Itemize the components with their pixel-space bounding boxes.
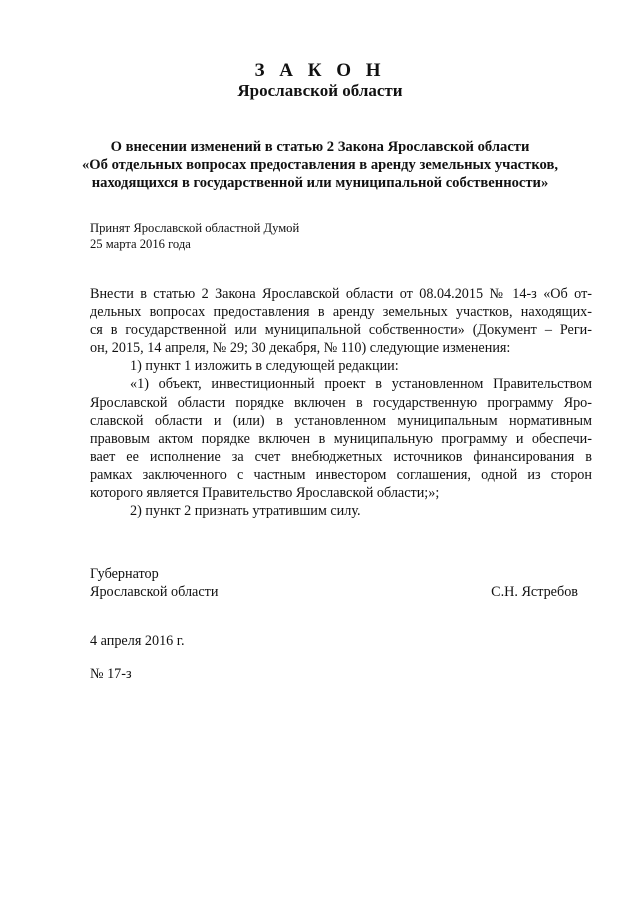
law-body <box>90 285 592 520</box>
adopted-by: Принят Ярославской областной Думой <box>90 221 300 235</box>
signature-block <box>90 565 578 601</box>
body-line: 2) пункт 2 признать утратившим силу. <box>130 503 361 520</box>
subject-line: О внесении изменений в статью 2 Закона Ярославской области <box>110 139 530 155</box>
body-line: правовым актом порядке включен в муниципальную программу и обеспечи- <box>90 430 592 447</box>
body-line: дельных вопросах предоставления в аренду земельных участков, находящих- <box>90 304 592 321</box>
adopted-date: 25 марта 2016 года <box>90 237 191 251</box>
body-line: вает ее исполнение за счет внебюджетных источников финансирования в <box>90 448 592 465</box>
adoption-note <box>90 220 299 252</box>
body-line: «1) объект, инвестиционный проект в установленном Правительством <box>130 376 592 393</box>
body-line: которого является Правительство Ярославской области;»; <box>90 485 440 502</box>
body-line: рамках заключенного с частным инвестором соглашения, одной из сторон <box>90 466 592 483</box>
law-subject <box>0 138 640 192</box>
signer-name: С.Н. Ястребов <box>491 584 578 600</box>
law-heading: З А К О Н <box>254 60 386 81</box>
law-number: № 17-з <box>90 666 132 682</box>
subject-line: «Об отдельных вопросах предоставления в аренду земельных участков, <box>81 157 559 173</box>
signer-title: Губернатор <box>90 566 159 582</box>
body-line: он, 2015, 14 апреля, № 29; 30 декабря, № 110) следующие изменения: <box>90 340 511 357</box>
law-region: Ярославской области <box>237 81 403 100</box>
subject-line: находящихся в государственной или муниципальной собственности» <box>91 175 549 191</box>
signer-region: Ярославской области <box>90 584 219 600</box>
law-date: 4 апреля 2016 г. <box>90 633 185 649</box>
body-line: Внести в статью 2 Закона Ярославской области от 08.04.2015 № 14-з «Об от- <box>90 286 592 302</box>
body-line: 1) пункт 1 изложить в следующей редакции: <box>130 358 399 375</box>
body-line: славской области и (или) в установленном муниципальным нормативным <box>90 412 592 429</box>
body-line: ся в государственной или муниципальной собственности» (Документ – Реги- <box>90 322 592 339</box>
body-line: Ярославской области порядке включен в государственную программу Яро- <box>90 394 592 411</box>
